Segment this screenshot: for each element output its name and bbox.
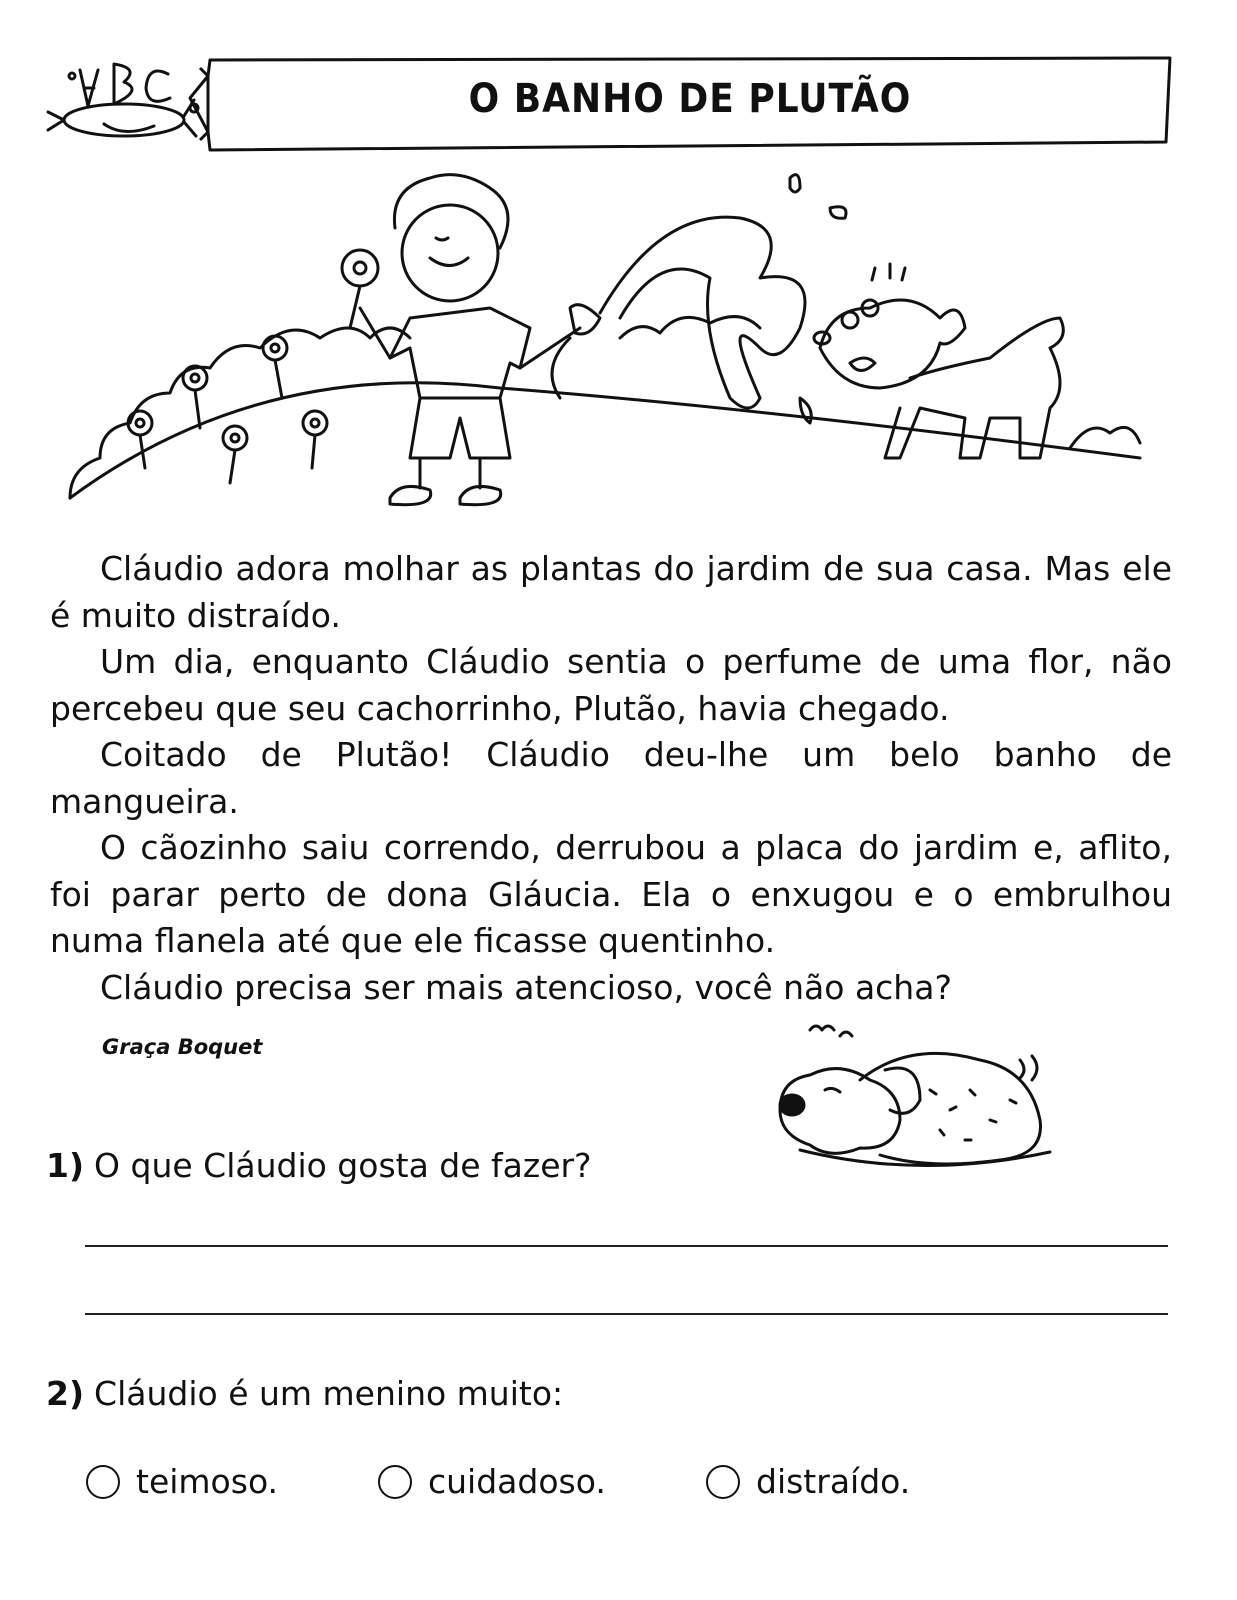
question-number: 1): [46, 1146, 85, 1185]
option-label: teimoso.: [136, 1462, 279, 1501]
abc-airplane-icon: [44, 50, 204, 150]
story-paragraph: Um dia, enquanto Cláudio sentia o perfume de uma flor, não percebeu que seu cachorrinho, Plutão, havia chegado.: [50, 642, 1172, 728]
answer-line[interactable]: [85, 1245, 1168, 1247]
story-paragraph: Coitado de Plutão! Cláudio deu-lhe um belo banho de mangueira.: [50, 735, 1172, 821]
option-label: cuidadoso.: [428, 1462, 606, 1501]
option-teimoso[interactable]: [86, 1462, 278, 1501]
story-paragraph: Cláudio adora molhar as plantas do jardim de sua casa. Mas ele é muito distraído.: [50, 549, 1172, 635]
page-title: O BANHO DE PLUTÃO: [468, 76, 912, 122]
question-text: O que Cláudio gosta de fazer?: [94, 1146, 592, 1185]
option-distraido[interactable]: [706, 1462, 910, 1501]
story-paragraph: Cláudio precisa ser mais atencioso, você não acha?: [100, 967, 952, 1007]
story-paragraph: O cãozinho saiu correndo, derrubou a placa do jardim e, aflito, foi parar perto de dona Gláucia. Ela o enxugou e o embrulhou numa flanela até que ele ficasse quentinho.: [50, 828, 1172, 960]
boy-watering-dog-illustration: [60, 168, 1160, 530]
author-name: Graça Boquet: [102, 1035, 263, 1059]
answer-line[interactable]: [85, 1313, 1168, 1315]
option-circle-icon[interactable]: [86, 1465, 120, 1499]
option-circle-icon[interactable]: [706, 1465, 740, 1499]
option-label: distraído.: [756, 1462, 911, 1501]
dog-wrapped-in-blanket-illustration: [770, 1020, 1070, 1180]
question-number: 2): [46, 1374, 85, 1413]
question-text: Cláudio é um menino muito:: [94, 1374, 564, 1413]
question-1: [46, 1146, 592, 1185]
option-cuidadoso[interactable]: [378, 1462, 606, 1501]
story-text: [50, 546, 1172, 1011]
question-2: [46, 1374, 563, 1413]
option-circle-icon[interactable]: [378, 1465, 412, 1499]
